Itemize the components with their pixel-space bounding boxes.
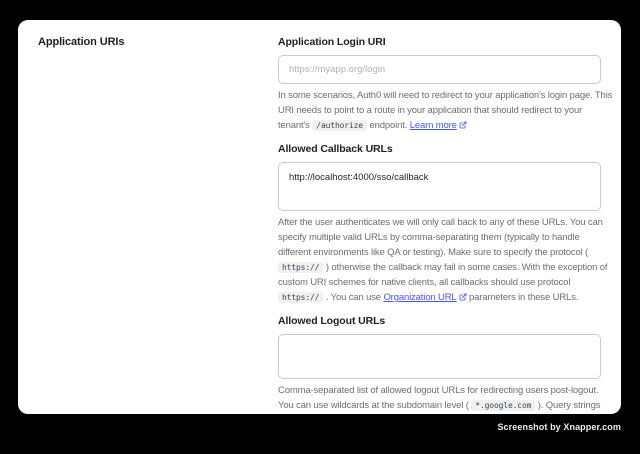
allowed-callback-urls-textarea[interactable]	[278, 162, 601, 211]
application-uris-panel	[18, 20, 621, 414]
inline-code: https://	[278, 292, 323, 303]
section-heading: Application URIs	[38, 36, 125, 48]
field-allowed-callback-urls	[278, 143, 614, 305]
external-link-icon[interactable]	[459, 121, 467, 129]
help-link[interactable]: Organization URL	[383, 292, 466, 303]
panel-left-column	[38, 36, 278, 414]
external-link-icon[interactable]	[459, 293, 467, 301]
inline-code: *.google.com	[471, 400, 535, 411]
help-link[interactable]: Learn more	[410, 120, 467, 131]
allowed-logout-urls-label: Allowed Logout URLs	[278, 315, 386, 327]
panel-right-column	[278, 36, 614, 414]
allowed-callback-urls-label: Allowed Callback URLs	[278, 143, 393, 155]
application-login-uri-input[interactable]	[278, 55, 601, 84]
application-login-uri-label: Application Login URI	[278, 36, 386, 48]
watermark: Screenshot by Xnapper.com	[497, 422, 621, 432]
field-application-login-uri	[278, 36, 614, 133]
allowed-logout-urls-textarea[interactable]	[278, 334, 601, 379]
allowed-callback-urls-help: After the user authenticates we will only call back to any of these URLs. You can specify multiple valid URLs by comma-separating them (typically to handle different environments like QA or testing). Make sure to specify the protocol ( https:// ) otherwise the callback may fail in some cases. With the exception of custom URI schemes for native clients, all callbacks should use protocol https:// . You can use Organization URL parameters in these URLs.	[278, 217, 608, 303]
allowed-logout-urls-help: Comma-separated list of allowed logout URLs for redirecting users post-logout. You can use wildcards at the subdomain level ( *.google.com ). Query strings	[278, 385, 601, 411]
inline-code: /authorize	[312, 120, 367, 131]
inline-code: https://	[278, 262, 323, 273]
field-allowed-logout-urls	[278, 315, 614, 413]
application-login-uri-help: In some scenarios, Auth0 will need to redirect to your application's login page. This URI needs to point to a route in your application that should redirect to your tenant's /authorize endpoint. Learn more	[278, 90, 613, 131]
